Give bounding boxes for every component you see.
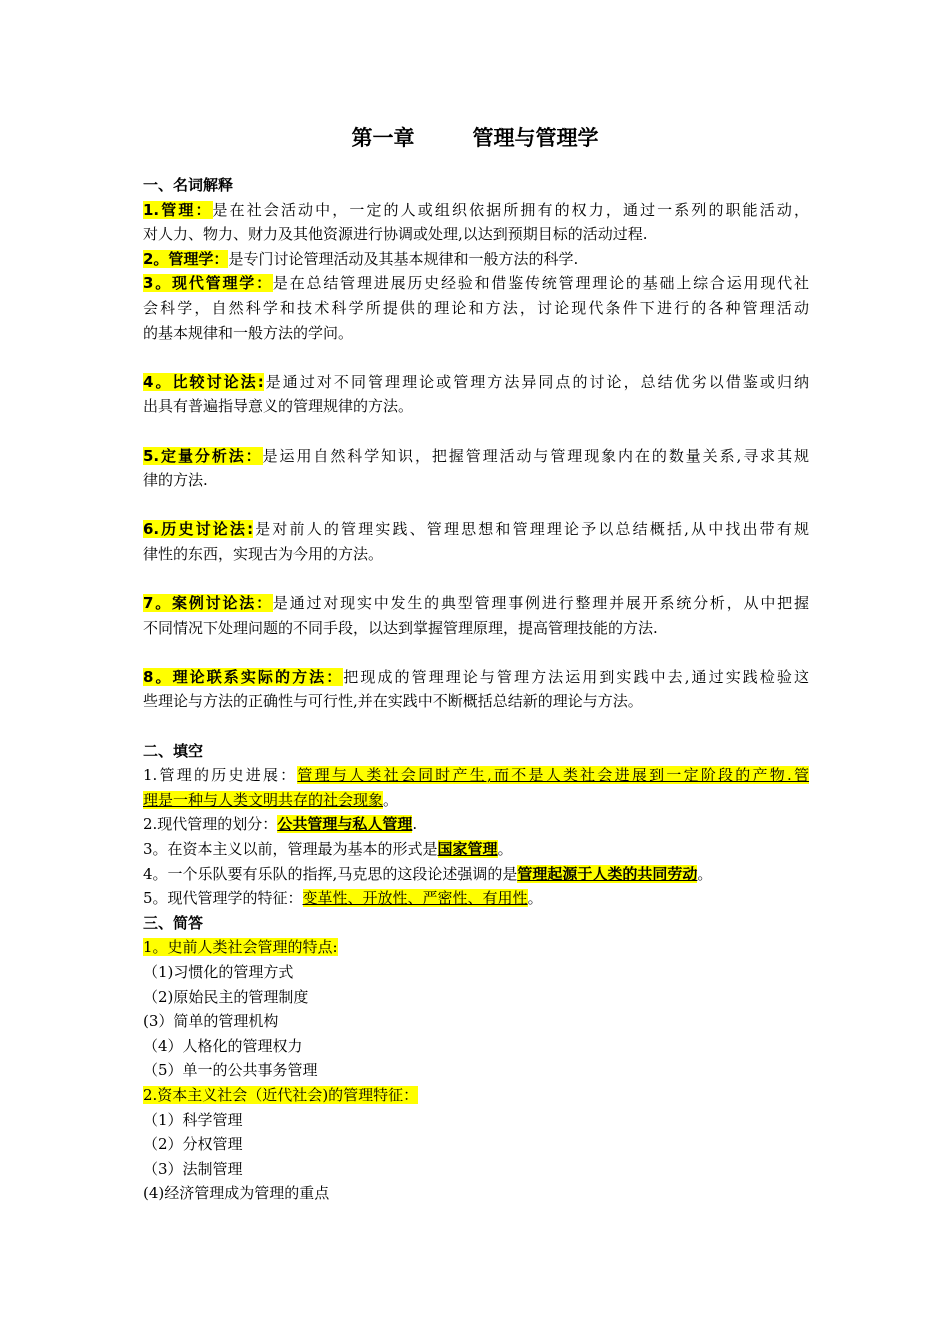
term-label: 6.历史讨论法: [143,520,254,539]
term-8-line-2: 些理论与方法的正确性与可行性,并在实践中不断概括总结新的理论与方法。 [143,692,643,711]
term-2-line-1: 2。管理学：是专门讨论管理活动及其基本规律和一般方法的科学. [143,249,579,268]
chapter-number: 第一章 [351,126,415,150]
term-8-line-1: 8。理论联系实际的方法：把现成的管理理论与管理方法运用到实践中去,通过实践检验这 [143,667,809,686]
fill-q3: 3。在资本主义以前，管理最为基本的形式是国家管理。 [143,840,513,859]
term-6-line-2: 律性的东西，实现古为今用的方法。 [143,544,384,563]
fill-q1-line-1: 1.管理的历史进展：管理与人类社会同时产生,而不是人类社会进展到一定阶段的产物.管 [143,766,809,785]
term-3-line-2: 会科学，自然科学和技术科学所提供的理论和方法，讨论现代条件下进行的各种管理活动 [143,298,809,317]
term-label: 8。理论联系实际的方法： [143,667,344,686]
chapter-title [0,122,950,152]
term-3-line-3: 的基本规律和一般方法的学问。 [143,323,354,342]
document-body [143,173,809,1206]
term-7-line-1: 7。案例讨论法：是通过对现实中发生的典型管理事例进行整理并展开系统分析，从中把握 [143,594,809,613]
list-item: （2）分权管理 [143,1135,243,1154]
term-5-line-2: 律的方法. [143,471,208,490]
term-label: 1.管理： [143,200,213,219]
term-label: 4。比较讨论法: [143,372,264,391]
list-item: （2)原始民主的管理制度 [143,987,309,1006]
section-heading-terms: 一、名词解释 [143,176,234,194]
short-answer-q2: 2.资本主义社会（近代社会)的管理特征： [143,1085,419,1104]
fill-answer: 国家管理 [437,840,498,859]
fill-q5: 5。现代管理学的特征：变革性、开放性、严密性、有用性。 [143,889,543,908]
list-item: （5）单一的公共事务管理 [143,1061,318,1080]
list-item: （1)习惯化的管理方式 [143,963,294,981]
term-4-line-1: 4。比较讨论法:是通过对不同管理理论或管理方法异同点的讨论，总结优劣以借鉴或归纳 [143,372,809,391]
list-item: （3）法制管理 [143,1159,243,1178]
fill-answer: 管理与人类社会同时产生,而不是人类社会进展到一定阶段的产物.管 [297,766,809,785]
term-6-line-1: 6.历史讨论法:是对前人的管理实践、管理思想和管理理论予以总结概括,从中找出带有规 [143,520,809,539]
list-item: (3）简单的管理机构 [143,1012,279,1031]
fill-answer: 变革性、开放性、严密性、有用性 [302,889,528,908]
chapter-name: 管理与管理学 [472,126,599,150]
fill-q1-line-2: 理是一种与人类文明共存的社会现象。 [143,790,399,809]
fill-answer: 管理起源于人类的共同劳动 [517,864,698,883]
section-heading-short-answer: 三、简答 [143,913,204,932]
list-item: （4）人格化的管理权力 [143,1036,303,1055]
term-label: 7。案例讨论法： [143,594,273,613]
fill-q2: 2.现代管理的划分：公共管理与私人管理. [143,815,418,834]
short-answer-q1: 1。史前人类社会管理的特点: [143,938,338,957]
term-4-line-2: 出具有普遍指导意义的管理规律的方法。 [143,397,414,416]
term-3-line-1: 3。现代管理学：是在总结管理进展历史经验和借鉴传统管理理论的基础上综合运用现代社 [143,274,809,293]
fill-answer: 公共管理与私人管理 [277,815,413,834]
fill-q4: 4。一个乐队要有乐队的指挥,马克思的这段论述强调的是管理起源于人类的共同劳动。 [143,864,713,883]
term-label: 2。管理学： [143,249,229,268]
term-7-line-2: 不同情况下处理问题的不同手段，以达到掌握管理原理，提高管理技能的方法. [143,618,658,637]
list-item: （1）科学管理 [143,1110,243,1129]
term-5-line-1: 5.定量分析法：是运用自然科学知识，把握管理活动与管理现象内在的数量关系,寻求其规 [143,446,809,465]
term-label: 5.定量分析法： [143,446,263,465]
term-label: 3。现代管理学： [143,274,273,293]
term-1-line-2: 对人力、物力、财力及其他资源进行协调或处理,以达到预期目标的活动过程. [143,225,648,244]
fill-answer: 理是一种与人类文明共存的社会现象 [143,790,384,809]
term-1-line-1: 1.管理：是在社会活动中，一定的人或组织依据所拥有的权力，通过一系列的职能活动， [143,200,809,219]
list-item: (4)经济管理成为管理的重点 [143,1184,330,1203]
section-heading-fill: 二、填空 [143,741,204,760]
